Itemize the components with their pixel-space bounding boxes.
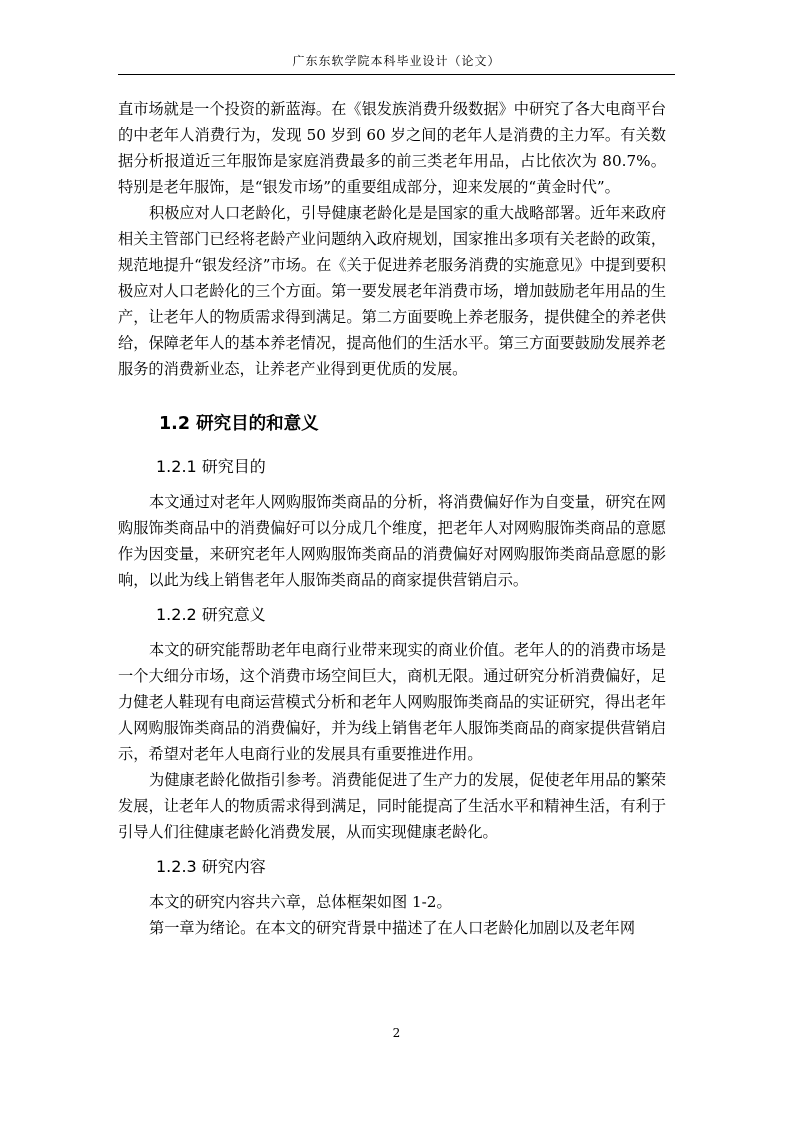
paragraph-research-purpose: 本文通过对老年人网购服饰类商品的分析，将消费偏好作为自变量，研究在网购服饰类商品中的消费偏好可以分成几个维度，把老年人对网购服饰类商品的意愿作为因变量，来研究老年人网购服饰类商品的消费偏好对网购服饰类商品意愿的影响，以此为线上销售老年人服饰类商品的商家提供营销启示。 (118, 493, 666, 589)
page-body (118, 96, 666, 941)
subsection-heading-1-2-1: 1.2.1 研究目的 (156, 457, 266, 476)
page-number: 2 (392, 1026, 401, 1040)
paragraph-chapter-one: 第一章为绪论。在本文的研究背景中描述了在人口老龄化加剧以及老年网 (149, 919, 635, 937)
paragraph-research-significance: 本文的研究能帮助老年电商行业带来现实的商业价值。老年人的的消费市场是一个大细分市场，这个消费市场空间巨大，商机无限。通过研究分析消费偏好，足力健老人鞋现有电商运营模式分析和老年人网购服饰类商品的实证研究，得出老年人网购服饰类商品的消费偏好，并为线上销售老年人服饰类商品的商家提供营销启示，希望对老年人电商行业的发展具有重要推进作用。 (118, 641, 666, 763)
header-divider (118, 74, 675, 75)
subsection-heading-1-2-3: 1.2.3 研究内容 (156, 857, 266, 876)
paragraph-policy: 积极应对人口老龄化，引导健康老龄化是是国家的重大战略部署。近年来政府相关主管部门已经将老龄产业问题纳入政府规划，国家推出多项有关老龄的政策，规范地提升“银发经济”市场。在《关于促进养老服务消费的实施意见》中提到要积极应对人口老龄化的三个方面。第一要发展老年消费市场，增加鼓励老年用品的生产，让老年人的物质需求得到满足。第二方面要晚上养老服务，提供健全的养老供给，保障老年人的基本养老情况，提高他们的生活水平。第三方面要鼓励发展养老服务的消费新业态，让养老产业得到更优质的发展。 (118, 204, 666, 378)
paragraph-silver-market: 直市场就是一个投资的新蓝海。在《银发族消费升级数据》中研究了各大电商平台的中老年人消费行为，发现 50 岁到 60 岁之间的老年人是消费的主力军。有关数据分析报道近三年服饰是家庭消费最多的前三类老年用品，占比依次为 80.7%。特别是老年服饰，是“银发市场”的重要组成部分，迎来发展的“黄金时代”。 (118, 100, 666, 196)
subsection-heading-1-2-2: 1.2.2 研究意义 (156, 605, 266, 624)
paragraph-healthy-aging: 为健康老龄化做指引参考。消费能促进了生产力的发展，促使老年用品的繁荣发展，让老年人的物质需求得到满足，同时能提高了生活水平和精神生活，有利于引导人们往健康老龄化消费发展，从而实现健康老龄化。 (118, 771, 666, 841)
page-header: 广东东软学院本科毕业设计（论文） (292, 54, 501, 68)
paragraph-content-overview: 本文的研究内容共六章，总体框架如图 1-2。 (149, 893, 452, 911)
section-heading-1-2: 1.2 研究目的和意义 (159, 414, 319, 434)
